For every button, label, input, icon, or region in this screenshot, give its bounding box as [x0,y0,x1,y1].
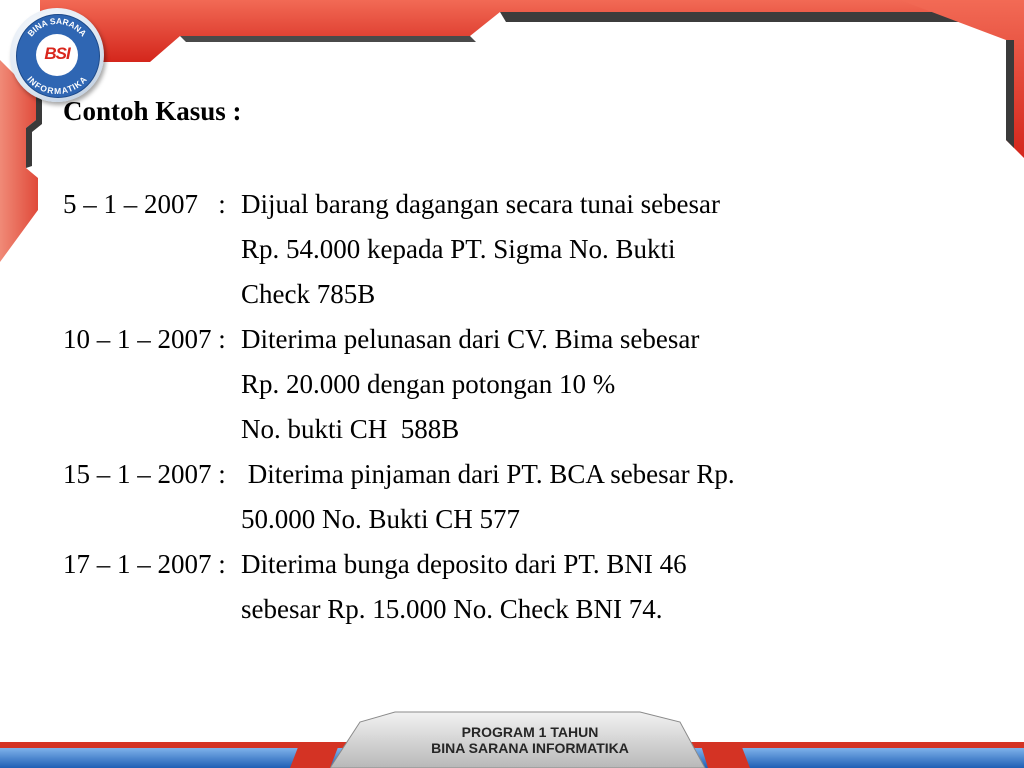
transaction-description-line: Dijual barang dagangan secara tunai sebesar [241,189,721,219]
transaction-description-line: Diterima pinjaman dari PT. BCA sebesar Rp. [241,459,735,489]
bsi-logo [10,8,104,102]
transaction-description [241,182,883,317]
transaction-description-line: Diterima pelunasan dari CV. Bima sebesar [241,324,700,354]
logo-ring-text [10,8,104,102]
transaction-description-line: Diterima bunga deposito dari PT. BNI 46 [241,549,687,579]
transaction-date: 10 – 1 – 2007 : [63,324,226,354]
footer-line-2: BINA SARANA INFORMATIKA [431,740,629,756]
transaction-description-line: sebesar Rp. 15.000 No. Check BNI 74. [241,594,663,624]
transaction-description [241,452,883,542]
transaction-description-line: Check 785B [241,279,376,309]
slide-content [63,92,883,632]
transaction-entry [63,542,883,632]
logo-mark: BSI [44,44,70,63]
transaction-description-line: Rp. 20.000 dengan potongan 10 % [241,369,616,399]
transaction-date: 15 – 1 – 2007 : [63,459,226,489]
transaction-description-line: No. bukti CH 588B [241,414,460,444]
logo-ring-bottom-text: INFORMATIKA [25,74,89,97]
transaction-description-line: 50.000 No. Bukti CH 577 [241,504,521,534]
transaction-entry [63,182,883,317]
footer-label [360,724,700,756]
transaction-description [241,317,883,452]
footer-line-1: PROGRAM 1 TAHUN [461,724,599,740]
logo-ring-top-text: BINA SARANA [25,15,89,39]
transaction-entry [63,452,883,542]
transaction-description [241,542,883,632]
transaction-date: 5 – 1 – 2007 : [63,189,226,219]
transaction-date: 17 – 1 – 2007 : [63,549,226,579]
svg-text:BINA SARANA [25,16,88,38]
transaction-entry [63,317,883,452]
transaction-description-line: Rp. 54.000 kepada PT. Sigma No. Bukti [241,234,676,264]
transaction-list [63,182,883,632]
slide-heading: Contoh Kasus : [63,96,242,126]
